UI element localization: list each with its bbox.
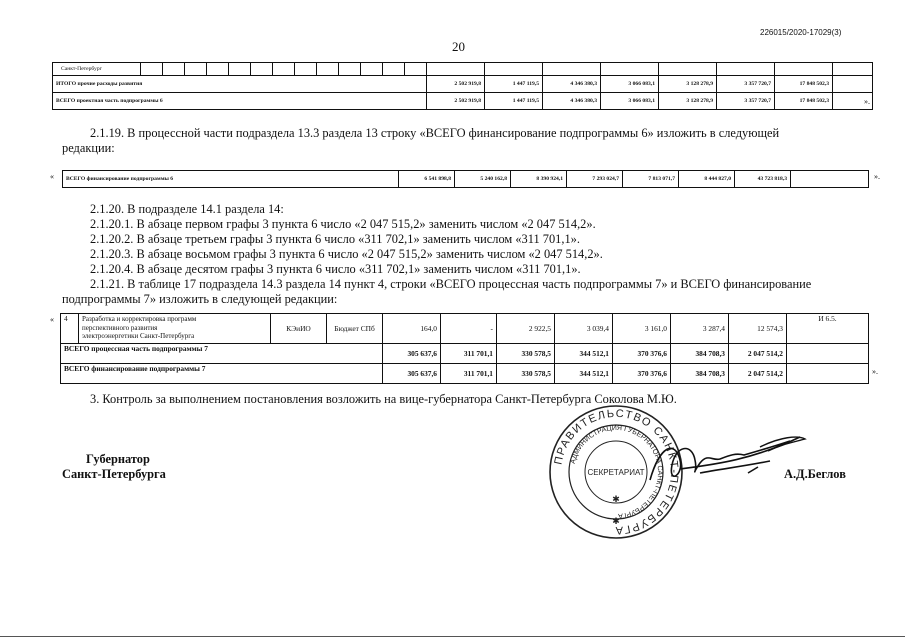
table-cell-value: 3 039,4 bbox=[555, 314, 613, 344]
table-row bbox=[61, 364, 869, 384]
table-cell-value: 7 813 071,7 bbox=[623, 171, 679, 188]
table-cell-value: 3 161,0 bbox=[613, 314, 671, 344]
close-quote-2: ». bbox=[874, 172, 880, 181]
para-2-1-20-2: 2.1.20.2. В абзаце третьем графы 3 пункта 6 число «311 702,1» заменить числом «311 701,1». bbox=[90, 232, 580, 246]
table-cell-value: 4 346 380,3 bbox=[543, 76, 601, 93]
para-2-1-20-4: 2.1.20.4. В абзаце десятом графы 3 пункта 6 число «311 702,1» заменить числом «311 701,1». bbox=[90, 262, 581, 276]
table-cell bbox=[787, 364, 869, 384]
para-2-1-19-line2: редакции: bbox=[62, 141, 115, 155]
table-cell-value: 311 701,1 bbox=[441, 364, 497, 384]
table-cell-value: 8 390 924,1 bbox=[511, 171, 567, 188]
table-cell bbox=[659, 63, 717, 76]
table-cell-value: 370 376,6 bbox=[613, 364, 671, 384]
table-project-part-6 bbox=[52, 62, 873, 110]
table-cell-value: 330 578,5 bbox=[497, 344, 555, 364]
table-cell bbox=[383, 63, 405, 76]
table-cell-value: 1 447 119,5 bbox=[485, 76, 543, 93]
row-label-process-7: ВСЕГО процессная часть подпрограммы 7 bbox=[61, 344, 383, 364]
table-cell-value: 4 346 380,3 bbox=[543, 93, 601, 110]
handwritten-signature bbox=[640, 425, 810, 505]
para-2-1-21-line2: подпрограммы 7» изложить в следующей редакции: bbox=[62, 292, 338, 306]
stamp-outer-text: ПРАВИТЕЛЬСТВО САНКТ-ПЕТЕРБУРГА bbox=[552, 407, 681, 537]
star-icon: ✱ bbox=[612, 516, 620, 526]
table-cell-value: 2 047 514,2 bbox=[729, 344, 787, 364]
table-cell bbox=[317, 63, 339, 76]
row-name bbox=[79, 314, 271, 344]
row-name-line3: электроэнергетики Санкт-Петербурга bbox=[82, 332, 195, 340]
signature-title-line2: Санкт-Петербурга bbox=[62, 467, 166, 481]
row-label-vsego: ВСЕГО проектная часть подпрограммы 6 bbox=[53, 93, 427, 110]
table-cell bbox=[717, 63, 775, 76]
table-cell-value: 3 128 278,9 bbox=[659, 76, 717, 93]
table-cell bbox=[791, 171, 869, 188]
table-cell-value: 6 541 898,8 bbox=[399, 171, 455, 188]
table-cell-value: 2 502 919,8 bbox=[427, 93, 485, 110]
table-cell-value: 3 066 083,1 bbox=[601, 76, 659, 93]
stamp-inner-text: АДМИНИСТРАЦИЯ ГУБЕРНАТОРА САНКТ-ПЕТЕРБУРГА bbox=[569, 424, 664, 519]
table-row bbox=[53, 93, 873, 110]
table-cell-value: 164,0 bbox=[383, 314, 441, 344]
table-row bbox=[63, 171, 869, 188]
row-note: И 6.5. bbox=[787, 314, 869, 344]
row-label-fin-6: ВСЕГО финансирование подпрограммы 6 bbox=[63, 171, 399, 188]
table-cell-label: Санкт-Петербург bbox=[53, 63, 141, 76]
table-cell-value: 17 848 502,3 bbox=[775, 93, 833, 110]
table-cell bbox=[295, 63, 317, 76]
para-2-1-20-3: 2.1.20.3. В абзаце восьмом графы 3 пункта 6 число «2 047 515,2» заменить числом «2 047 514,2». bbox=[90, 247, 603, 261]
table-cell-value: 12 574,3 bbox=[729, 314, 787, 344]
page-number: 20 bbox=[452, 39, 465, 54]
table-cell bbox=[405, 63, 427, 76]
row-name-line1: Разработка и корректировка программ bbox=[82, 315, 197, 323]
table-cell-value: 8 444 827,0 bbox=[679, 171, 735, 188]
row-executor: КЭиИО bbox=[271, 314, 327, 344]
table-cell-value: 344 512,1 bbox=[555, 344, 613, 364]
signature-name: А.Д.Беглов bbox=[784, 467, 846, 481]
doc-number: 226015/2020-17029(3) bbox=[760, 28, 842, 37]
row-source: Бюджет СПб bbox=[327, 314, 383, 344]
para-2-1-20: 2.1.20. В подразделе 14.1 раздела 14: bbox=[90, 202, 284, 216]
table-financing-6 bbox=[62, 170, 869, 188]
table-cell bbox=[339, 63, 361, 76]
table-cell-value: 1 447 119,5 bbox=[485, 93, 543, 110]
table-cell-value: 3 066 083,1 bbox=[601, 93, 659, 110]
table-cell bbox=[833, 76, 873, 93]
row-label-fin-7: ВСЕГО финансирование подпрограммы 7 bbox=[61, 364, 383, 384]
table-cell bbox=[361, 63, 383, 76]
table-cell bbox=[163, 63, 185, 76]
table-cell-value: 344 512,1 bbox=[555, 364, 613, 384]
table-cell bbox=[543, 63, 601, 76]
table-cell bbox=[251, 63, 273, 76]
table-cell-value: 5 240 162,8 bbox=[455, 171, 511, 188]
table-cell-value: 330 578,5 bbox=[497, 364, 555, 384]
table-cell-value: 17 848 502,3 bbox=[775, 76, 833, 93]
table-cell-value: 3 287,4 bbox=[671, 314, 729, 344]
table-cell-value: 3 357 720,7 bbox=[717, 76, 775, 93]
table-cell-value: 43 723 818,3 bbox=[735, 171, 791, 188]
row-name-line2: перспективного развития bbox=[82, 323, 158, 332]
table-cell-value: 370 376,6 bbox=[613, 344, 671, 364]
table-cell-value: 311 701,1 bbox=[441, 344, 497, 364]
para-2-1-19-line1: 2.1.19. В процессной части подраздела 13.3 раздела 13 строку «ВСЕГО финансирование подпрограммы 6» изложить в следующей bbox=[90, 126, 780, 140]
table-row bbox=[61, 314, 869, 344]
signature-title-line1: Губернатор bbox=[86, 452, 150, 466]
close-quote-3: ». bbox=[872, 367, 878, 376]
table-cell bbox=[485, 63, 543, 76]
table-cell bbox=[833, 63, 873, 76]
table-cell-value: 305 637,6 bbox=[383, 344, 441, 364]
table-row bbox=[53, 63, 873, 76]
open-quote-3: « bbox=[50, 315, 54, 324]
table-cell-value: 384 708,3 bbox=[671, 364, 729, 384]
row-num: 4 bbox=[61, 314, 79, 344]
table-row bbox=[61, 344, 869, 364]
table-cell-value: 384 708,3 bbox=[671, 344, 729, 364]
table-cell-value: - bbox=[441, 314, 497, 344]
table-cell bbox=[185, 63, 207, 76]
table-cell-value: 3 357 720,7 bbox=[717, 93, 775, 110]
para-3: 3. Контроль за выполнением постановления возложить на вице-губернатора Санкт-Петербурга Соколова М.Ю. bbox=[90, 392, 677, 406]
page-bottom-edge bbox=[0, 636, 905, 637]
table-row bbox=[53, 76, 873, 93]
table-cell-value: 2 502 919,8 bbox=[427, 76, 485, 93]
table-cell bbox=[273, 63, 295, 76]
table-cell-value: 7 293 024,7 bbox=[567, 171, 623, 188]
table-subprogram-7 bbox=[60, 313, 869, 384]
table-cell bbox=[427, 63, 485, 76]
table-cell-value: 2 047 514,2 bbox=[729, 364, 787, 384]
table-cell bbox=[775, 63, 833, 76]
open-quote-2: « bbox=[50, 172, 54, 181]
table-cell-value: 3 128 278,9 bbox=[659, 93, 717, 110]
table-cell-value: 305 637,6 bbox=[383, 364, 441, 384]
table-cell bbox=[601, 63, 659, 76]
table-cell bbox=[207, 63, 229, 76]
row-label-itogo: ИТОГО прочие расходы развития bbox=[53, 76, 427, 93]
star-icon: ✱ bbox=[612, 494, 620, 504]
stamp-center-text: СЕКРЕТАРИАТ bbox=[587, 468, 645, 477]
para-2-1-20-1: 2.1.20.1. В абзаце первом графы 3 пункта 6 число «2 047 515,2» заменить числом «2 047 514,2». bbox=[90, 217, 596, 231]
table-cell-value: 2 922,5 bbox=[497, 314, 555, 344]
table-cell bbox=[787, 344, 869, 364]
close-quote-1: ». bbox=[864, 97, 870, 106]
para-2-1-21-line1: 2.1.21. В таблице 17 подраздела 14.3 раздела 14 пункт 4, строки «ВСЕГО процессная часть подпрограммы 7» и ВСЕГО финансирование bbox=[90, 277, 812, 291]
table-cell bbox=[141, 63, 163, 76]
table-cell bbox=[229, 63, 251, 76]
